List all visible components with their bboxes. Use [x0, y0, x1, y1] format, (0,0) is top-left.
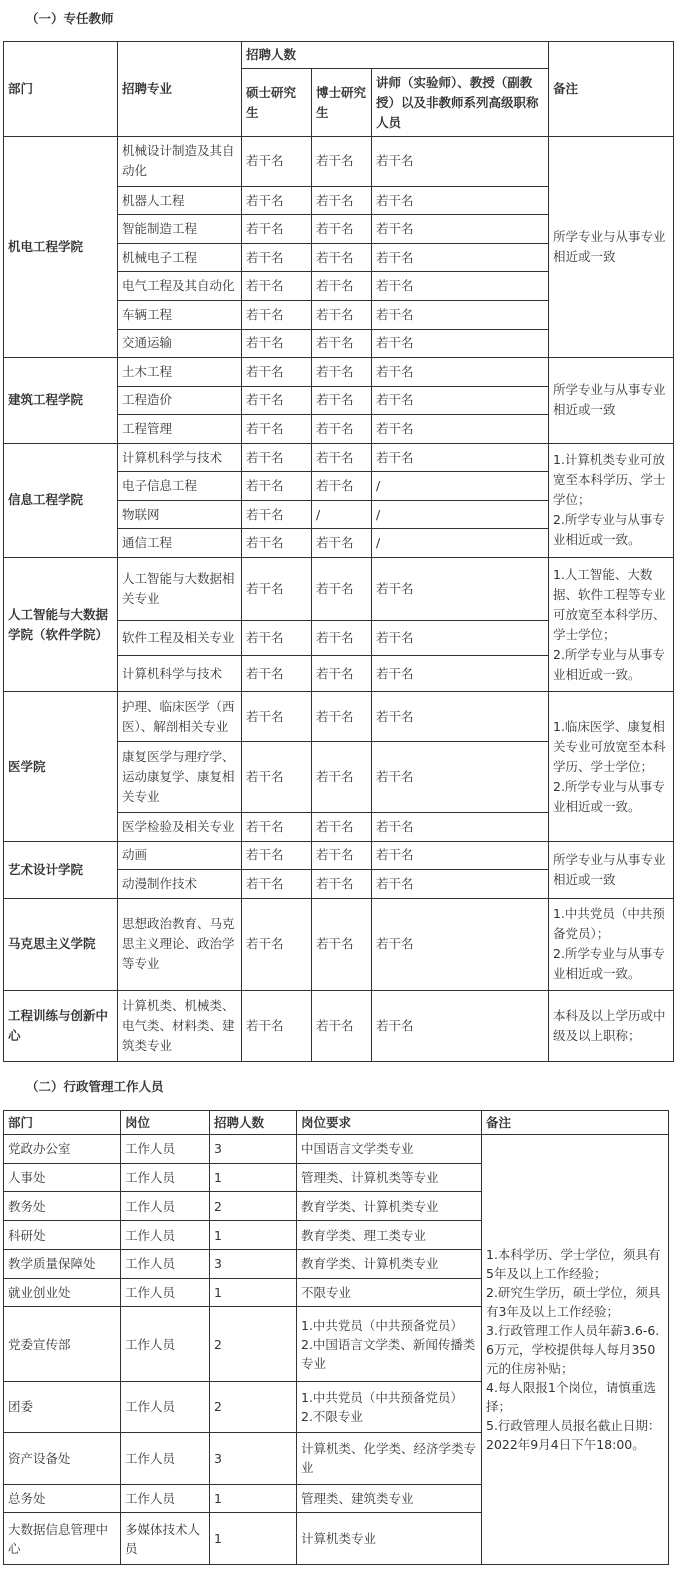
dept-cell: 总务处 [4, 1484, 121, 1513]
lecturer-count-cell: 若干名 [372, 558, 549, 621]
lecturer-count-cell: / [372, 529, 549, 558]
phd-count-cell: 若干名 [312, 215, 372, 244]
major-cell: 医学检验及相关专业 [118, 813, 242, 842]
lecturer-count-cell: 若干名 [372, 243, 549, 272]
position-cell: 工作人员 [121, 1163, 210, 1192]
phd-count-cell: 若干名 [312, 443, 372, 472]
header-position: 岗位 [121, 1111, 210, 1135]
dept-cell: 工程训练与创新中心 [4, 990, 118, 1061]
position-cell: 工作人员 [121, 1307, 210, 1381]
master-count-cell: 若干名 [242, 415, 312, 444]
section1-title: （一）专任教师 [26, 11, 114, 26]
position-cell: 工作人员 [121, 1278, 210, 1307]
note-cell: 1.中共党员（中共预备党员）； 2.所学专业与从事专业相近或一致。 [549, 898, 674, 990]
note-cell: 所学专业与从事专业相近或一致 [549, 358, 674, 444]
lecturer-count-cell: 若干名 [372, 870, 549, 899]
master-count-cell: 若干名 [242, 813, 312, 842]
header-phd: 博士研究生 [312, 69, 372, 137]
lecturer-count-cell: 若干名 [372, 692, 549, 742]
dept-cell: 教学质量保障处 [4, 1249, 121, 1278]
major-cell: 通信工程 [118, 529, 242, 558]
master-count-cell: 若干名 [242, 137, 312, 187]
phd-count-cell: 若干名 [312, 813, 372, 842]
requirement-cell: 1.中共党员（中共预备党员） 2.中国语言文学类、新闻传播类专业 [297, 1307, 482, 1381]
position-cell: 工作人员 [121, 1381, 210, 1433]
major-cell: 动漫制作技术 [118, 870, 242, 899]
count-cell: 3 [210, 1135, 297, 1164]
position-cell: 工作人员 [121, 1221, 210, 1250]
requirement-cell: 教育学类、理工类专业 [297, 1221, 482, 1250]
table-row [4, 898, 674, 990]
major-cell: 动画 [118, 841, 242, 870]
phd-count-cell: 若干名 [312, 841, 372, 870]
phd-count-cell: 若干名 [312, 415, 372, 444]
lecturer-count-cell: / [372, 472, 549, 501]
phd-count-cell: 若干名 [312, 186, 372, 215]
major-cell: 机器人工程 [118, 186, 242, 215]
master-count-cell: 若干名 [242, 620, 312, 656]
phd-count-cell: 若干名 [312, 620, 372, 656]
major-cell: 计算机科学与技术 [118, 443, 242, 472]
dept-cell: 教务处 [4, 1192, 121, 1221]
major-cell: 工程造价 [118, 386, 242, 415]
requirement-cell: 不限专业 [297, 1278, 482, 1307]
lecturer-count-cell: 若干名 [372, 620, 549, 656]
lecturer-count-cell: 若干名 [372, 272, 549, 301]
position-cell: 工作人员 [121, 1249, 210, 1278]
major-cell: 车辆工程 [118, 300, 242, 329]
major-cell: 思想政治教育、马克思主义理论、政治学等专业 [118, 898, 242, 990]
header-dept: 部门 [4, 1111, 121, 1135]
master-count-cell: 若干名 [242, 243, 312, 272]
lecturer-count-cell: 若干名 [372, 813, 549, 842]
admin-recruitment-table [3, 1110, 669, 1565]
header-major: 招聘专业 [118, 42, 242, 137]
major-cell: 机械设计制造及其自动化 [118, 137, 242, 187]
phd-count-cell: 若干名 [312, 990, 372, 1061]
count-cell: 1 [210, 1163, 297, 1192]
dept-cell: 团委 [4, 1381, 121, 1433]
lecturer-count-cell: 若干名 [372, 358, 549, 387]
count-cell: 1 [210, 1513, 297, 1565]
note-cell: 1.本科学历、学士学位，须具有5年及以上工作经验； 2.研究生学历，硕士学位，须具有3年及以上工作经验； 3.行政管理工作人员年薪3.6-6.6万元，学校提供每人每月350元的住房补贴； 4.每人限报1个岗位，请慎重选择； 5.行政管理人员报名截止日期：2022年9月4日下午18:00。 [482, 1135, 669, 1565]
lecturer-count-cell: 若干名 [372, 137, 549, 187]
master-count-cell: 若干名 [242, 443, 312, 472]
dept-cell: 就业创业处 [4, 1278, 121, 1307]
count-cell: 1 [210, 1278, 297, 1307]
major-cell: 护理、临床医学（西医）、解剖相关专业 [118, 692, 242, 742]
major-cell: 计算机科学与技术 [118, 656, 242, 692]
header-note: 备注 [549, 42, 674, 137]
major-cell: 计算机类、机械类、电气类、材料类、建筑类专业 [118, 990, 242, 1061]
header-dept: 部门 [4, 42, 118, 137]
dept-cell: 马克思主义学院 [4, 898, 118, 990]
table-row [4, 443, 674, 472]
major-cell: 智能制造工程 [118, 215, 242, 244]
header-master: 硕士研究生 [242, 69, 312, 137]
lecturer-count-cell: 若干名 [372, 443, 549, 472]
master-count-cell: 若干名 [242, 558, 312, 621]
phd-count-cell: 若干名 [312, 742, 372, 813]
requirement-cell: 1.中共党员（中共预备党员） 2.不限专业 [297, 1381, 482, 1433]
major-cell: 电子信息工程 [118, 472, 242, 501]
header-lecturer: 讲师（实验师）、教授（副教授）以及非教师系列高级职称人员 [372, 69, 549, 137]
requirement-cell: 管理类、计算机类等专业 [297, 1163, 482, 1192]
count-cell: 2 [210, 1307, 297, 1381]
requirement-cell: 教育学类、计算机类专业 [297, 1192, 482, 1221]
phd-count-cell: 若干名 [312, 386, 372, 415]
lecturer-count-cell: 若干名 [372, 215, 549, 244]
lecturer-count-cell: 若干名 [372, 990, 549, 1061]
master-count-cell: 若干名 [242, 841, 312, 870]
master-count-cell: 若干名 [242, 329, 312, 358]
count-cell: 3 [210, 1249, 297, 1278]
teacher-recruitment-table [3, 41, 674, 1062]
phd-count-cell: 若干名 [312, 529, 372, 558]
master-count-cell: 若干名 [242, 186, 312, 215]
phd-count-cell: 若干名 [312, 300, 372, 329]
dept-cell: 人工智能与大数据学院（软件学院） [4, 558, 118, 692]
dept-cell: 党委宣传部 [4, 1307, 121, 1381]
master-count-cell: 若干名 [242, 870, 312, 899]
table-row [4, 692, 674, 742]
lecturer-count-cell: 若干名 [372, 898, 549, 990]
phd-count-cell: 若干名 [312, 243, 372, 272]
lecturer-count-cell: 若干名 [372, 329, 549, 358]
lecturer-count-cell: / [372, 500, 549, 529]
dept-cell: 信息工程学院 [4, 443, 118, 557]
master-count-cell: 若干名 [242, 386, 312, 415]
master-count-cell: 若干名 [242, 272, 312, 301]
dept-cell: 资产设备处 [4, 1433, 121, 1485]
master-count-cell: 若干名 [242, 529, 312, 558]
note-cell: 本科及以上学历或中级及以上职称； [549, 990, 674, 1061]
master-count-cell: 若干名 [242, 692, 312, 742]
major-cell: 交通运输 [118, 329, 242, 358]
major-cell: 软件工程及相关专业 [118, 620, 242, 656]
master-count-cell: 若干名 [242, 300, 312, 329]
note-cell: 1.计算机类专业可放宽至本科学历、学士学位； 2.所学专业与从事专业相近或一致。 [549, 443, 674, 557]
dept-cell: 人事处 [4, 1163, 121, 1192]
count-cell: 1 [210, 1484, 297, 1513]
table-row [4, 841, 674, 870]
master-count-cell: 若干名 [242, 500, 312, 529]
position-cell: 工作人员 [121, 1135, 210, 1164]
master-count-cell: 若干名 [242, 990, 312, 1061]
table-row [4, 1135, 669, 1164]
dept-cell: 党政办公室 [4, 1135, 121, 1164]
lecturer-count-cell: 若干名 [372, 300, 549, 329]
phd-count-cell: 若干名 [312, 358, 372, 387]
count-cell: 2 [210, 1192, 297, 1221]
phd-count-cell: 若干名 [312, 870, 372, 899]
position-cell: 多媒体技术人员 [121, 1513, 210, 1565]
phd-count-cell: 若干名 [312, 898, 372, 990]
major-cell: 土木工程 [118, 358, 242, 387]
table-row [4, 990, 674, 1061]
master-count-cell: 若干名 [242, 472, 312, 501]
lecturer-count-cell: 若干名 [372, 386, 549, 415]
lecturer-count-cell: 若干名 [372, 186, 549, 215]
position-cell: 工作人员 [121, 1433, 210, 1485]
phd-count-cell: 若干名 [312, 558, 372, 621]
master-count-cell: 若干名 [242, 898, 312, 990]
count-cell: 1 [210, 1221, 297, 1250]
phd-count-cell: 若干名 [312, 137, 372, 187]
dept-cell: 医学院 [4, 692, 118, 841]
requirement-cell: 计算机类、化学类、经济学类专业 [297, 1433, 482, 1485]
note-cell: 1.临床医学、康复相关专业可放宽至本科学历、学士学位； 2.所学专业与从事专业相近或一致。 [549, 692, 674, 841]
note-cell: 1.人工智能、大数据、软件工程等专业可放宽至本科学历、学士学位； 2.所学专业与从事专业相近或一致。 [549, 558, 674, 692]
master-count-cell: 若干名 [242, 215, 312, 244]
lecturer-count-cell: 若干名 [372, 656, 549, 692]
phd-count-cell: / [312, 500, 372, 529]
major-cell: 康复医学与理疗学、运动康复学、康复相关专业 [118, 742, 242, 813]
header-requirement: 岗位要求 [297, 1111, 482, 1135]
table-row [4, 558, 674, 621]
phd-count-cell: 若干名 [312, 272, 372, 301]
requirement-cell: 计算机类专业 [297, 1513, 482, 1565]
requirement-cell: 中国语言文学类专业 [297, 1135, 482, 1164]
requirement-cell: 教育学类、计算机类专业 [297, 1249, 482, 1278]
major-cell: 工程管理 [118, 415, 242, 444]
position-cell: 工作人员 [121, 1484, 210, 1513]
master-count-cell: 若干名 [242, 358, 312, 387]
phd-count-cell: 若干名 [312, 656, 372, 692]
admin-table-body [4, 1135, 669, 1565]
major-cell: 电气工程及其自动化 [118, 272, 242, 301]
phd-count-cell: 若干名 [312, 472, 372, 501]
phd-count-cell: 若干名 [312, 692, 372, 742]
table-row [4, 137, 674, 187]
phd-count-cell: 若干名 [312, 329, 372, 358]
note-cell: 所学专业与从事专业相近或一致 [549, 841, 674, 898]
master-count-cell: 若干名 [242, 742, 312, 813]
header-count: 招聘人数 [242, 42, 549, 69]
note-cell: 所学专业与从事专业相近或一致 [549, 137, 674, 358]
count-cell: 2 [210, 1381, 297, 1433]
master-count-cell: 若干名 [242, 656, 312, 692]
dept-cell: 建筑工程学院 [4, 358, 118, 444]
lecturer-count-cell: 若干名 [372, 742, 549, 813]
count-cell: 3 [210, 1433, 297, 1485]
table-row [4, 358, 674, 387]
dept-cell: 艺术设计学院 [4, 841, 118, 898]
major-cell: 物联网 [118, 500, 242, 529]
requirement-cell: 管理类、建筑类专业 [297, 1484, 482, 1513]
lecturer-count-cell: 若干名 [372, 415, 549, 444]
lecturer-count-cell: 若干名 [372, 841, 549, 870]
teacher-table-body [4, 137, 674, 1062]
dept-cell: 机电工程学院 [4, 137, 118, 358]
major-cell: 人工智能与大数据相关专业 [118, 558, 242, 621]
position-cell: 工作人员 [121, 1192, 210, 1221]
dept-cell: 大数据信息管理中心 [4, 1513, 121, 1565]
dept-cell: 科研处 [4, 1221, 121, 1250]
header-count: 招聘人数 [210, 1111, 297, 1135]
section2-title: （二）行政管理工作人员 [26, 1079, 164, 1094]
header-note: 备注 [482, 1111, 669, 1135]
major-cell: 机械电子工程 [118, 243, 242, 272]
